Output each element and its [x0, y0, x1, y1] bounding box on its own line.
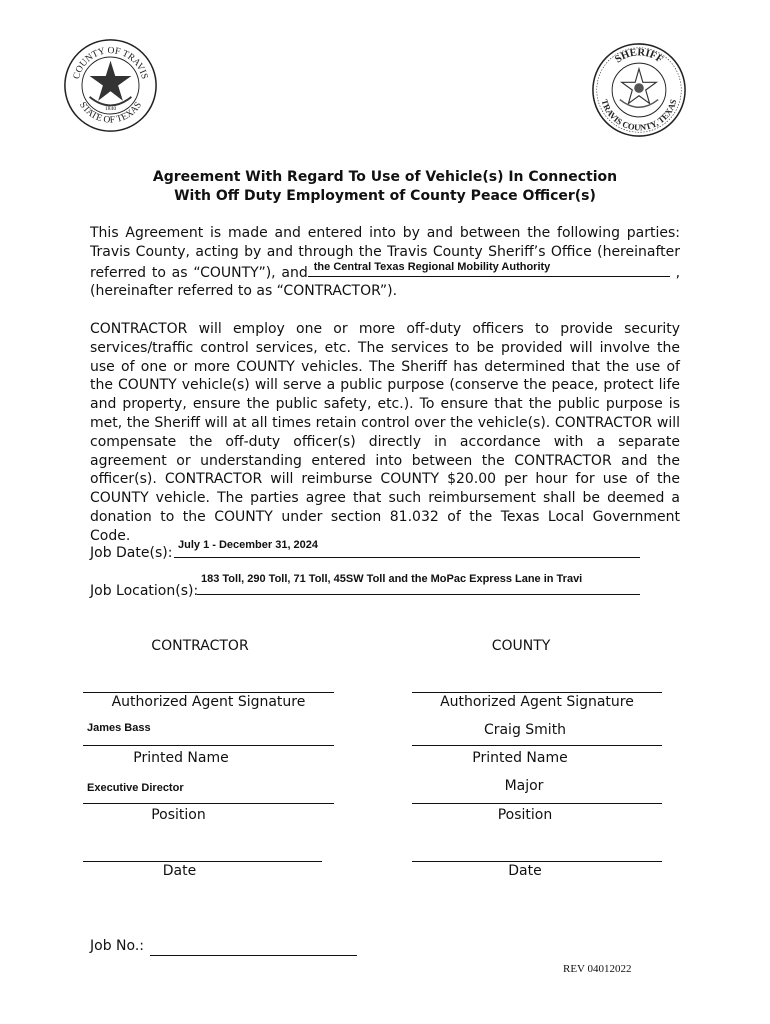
contractor-printed-name-line[interactable]	[83, 745, 334, 746]
intro-text-after: , (hereinafter referred to as “CONTRACTOR”).	[90, 264, 681, 300]
contractor-date-label: Date	[162, 863, 197, 879]
revision-code: REV 04012022	[563, 963, 632, 975]
county-position-label: Position	[497, 807, 553, 823]
county-signature-label: Authorized Agent Signature	[440, 694, 634, 710]
svg-text:1840: 1840	[104, 106, 117, 113]
county-position-line[interactable]	[412, 803, 662, 804]
sheriff-seal	[591, 42, 687, 138]
county-position-value: Major	[504, 778, 544, 794]
county-signature-line[interactable]	[412, 692, 662, 693]
svg-text:COUNTY OF TRAVIS: COUNTY OF TRAVIS	[71, 46, 150, 81]
contractor-name-value: the Central Texas Regional Mobility Authority	[313, 260, 551, 273]
job-location-label: Job Location(s):	[90, 583, 199, 599]
contractor-signature-label: Authorized Agent Signature	[111, 694, 306, 710]
contractor-name-field[interactable]	[308, 262, 670, 277]
job-dates-label: Job Date(s):	[90, 545, 173, 561]
intro-text-before: This Agreement is made and entered into by and between the following parties: Travis County, acting by and through the Travis County Sheriff’s Office (hereinafter referred to as “COUNTY”), and	[90, 225, 680, 281]
contractor-signature-line[interactable]	[83, 692, 334, 693]
county-date-line[interactable]	[412, 861, 662, 862]
contractor-heading: CONTRACTOR	[151, 638, 249, 654]
contractor-printed-name-value: James Bass	[87, 722, 151, 734]
job-location-value: 183 Toll, 290 Toll, 71 Toll, 45SW Toll and the MoPac Express Lane in Travi	[201, 573, 583, 585]
job-number-field[interactable]	[150, 938, 357, 956]
county-date-label: Date	[508, 863, 542, 879]
job-dates-value: July 1 - December 31, 2024	[178, 539, 319, 551]
contractor-date-line[interactable]	[83, 861, 322, 862]
contractor-position-value: Executive Director	[87, 782, 184, 794]
contractor-printed-name-label: Printed Name	[133, 750, 229, 766]
svg-text:SHERIFF: SHERIFF	[613, 47, 665, 66]
terms-paragraph: CONTRACTOR will employ one or more off-duty officers to provide security services/traffic control services, etc. The services to be provided will involve the use of one or more COUNTY vehicles. The Sheriff has determined that the use of the COUNTY vehicle(s) will serve a public purpose (conserve the peace, protect life and property, ensure the public safety, etc.). To ensure that the public purpose is met, the Sheriff will at all times retain control over the vehicle(s). CONTRACTOR will compensate the off-duty officer(s) directly in accordance with a separate agreement or understanding entered into between the CONTRACTOR and the officer(s). CONTRACTOR will reimburse COUNTY $20.00 per hour for use of the COUNTY vehicle. The parties agree that such reimbursement shall be deemed a donation to the COUNTY under section 81.032 of the Texas Local Government Code.	[90, 321, 680, 544]
intro-paragraph	[90, 224, 680, 301]
county-printed-name-line[interactable]	[412, 745, 662, 746]
document-title-line-1: Agreement With Regard To Use of Vehicle(s) In Connection	[152, 169, 618, 185]
county-heading: COUNTY	[491, 638, 551, 654]
job-number-label: Job No.:	[90, 938, 144, 954]
svg-text:STATE OF TEXAS: STATE OF TEXAS	[77, 100, 144, 126]
svg-text:TRAVIS COUNTY, TEXAS: TRAVIS COUNTY, TEXAS	[599, 98, 679, 133]
contractor-position-label: Position	[151, 807, 206, 823]
contractor-position-line[interactable]	[83, 803, 334, 804]
county-printed-name-label: Printed Name	[472, 750, 568, 766]
county-printed-name-value: Craig Smith	[483, 722, 567, 738]
travis-county-seal	[63, 38, 158, 133]
document-title-line-2: With Off Duty Employment of County Peace Officer(s)	[174, 188, 596, 204]
